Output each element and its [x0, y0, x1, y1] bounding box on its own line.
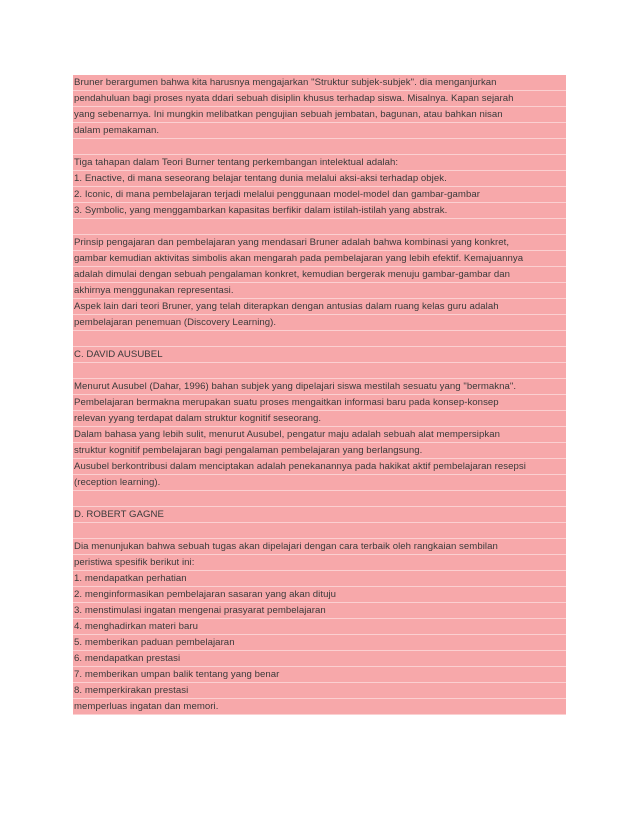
text-line: Ausubel berkontribusi dalam menciptakan adalah penekanannya pada hakikat aktif pembelajaran resepsi [73, 459, 566, 475]
text-line: dalam pemakaman. [73, 123, 566, 139]
text-line: Prinsip pengajaran dan pembelajaran yang mendasari Bruner adalah bahwa kombinasi yang konkret, [73, 235, 566, 251]
text-line: 6. mendapatkan prestasi [73, 651, 566, 667]
text-line: pendahuluan bagi proses nyata ddari sebuah disiplin khusus terhadap siswa. Misalnya. Kapan sejarah [73, 91, 566, 107]
text-line: akhirnya menggunakan representasi. [73, 283, 566, 299]
text-line: gambar kemudian aktivitas simbolis akan mengarah pada pembelajaran yang lebih efektif. Kemajuannya [73, 251, 566, 267]
highlighted-text-block [73, 75, 566, 715]
text-line: 2. menginformasikan pembelajaran sasaran yang akan dituju [73, 587, 566, 603]
text-line: Pembelajaran bermakna merupakan suatu proses mengaitkan informasi baru pada konsep-konsep [73, 395, 566, 411]
text-line: Bruner berargumen bahwa kita harusnya mengajarkan "Struktur subjek-subjek". dia menganjurkan [73, 75, 566, 91]
text-line: Dia menunjukan bahwa sebuah tugas akan dipelajari dengan cara terbaik oleh rangkaian sembilan [73, 539, 566, 555]
blank-line [73, 523, 566, 539]
text-line: peristiwa spesifik berikut ini: [73, 555, 566, 571]
blank-line [73, 331, 566, 347]
text-line: 4. menghadirkan materi baru [73, 619, 566, 635]
text-line: struktur kognitif pembelajaran bagi pengalaman pembelajaran yang berlangsung. [73, 443, 566, 459]
text-line: 3. menstimulasi ingatan mengenai prasyarat pembelajaran [73, 603, 566, 619]
blank-line [73, 139, 566, 155]
text-line: Tiga tahapan dalam Teori Burner tentang perkembangan intelektual adalah: [73, 155, 566, 171]
text-line: Dalam bahasa yang lebih sulit, menurut Ausubel, pengatur maju adalah sebuah alat mempersipkan [73, 427, 566, 443]
text-line: yang sebenarnya. Ini mungkin melibatkan pengujian sebuah jembatan, bagunan, atau bahkan nisan [73, 107, 566, 123]
text-line: 7. memberikan umpan balik tentang yang benar [73, 667, 566, 683]
text-line: pembelajaran penemuan (Discovery Learning). [73, 315, 566, 331]
text-line: 1. mendapatkan perhatian [73, 571, 566, 587]
text-line: memperluas ingatan dan memori. [73, 699, 566, 715]
text-line: adalah dimulai dengan sebuah pengalaman konkret, kemudian bergerak menuju gambar-gambar dan [73, 267, 566, 283]
text-line: (reception learning). [73, 475, 566, 491]
blank-line [73, 363, 566, 379]
text-line: 8. memperkirakan prestasi [73, 683, 566, 699]
blank-line [73, 219, 566, 235]
text-line: 3. Symbolic, yang menggambarkan kapasitas berfikir dalam istilah-istilah yang abstrak. [73, 203, 566, 219]
text-line: 2. Iconic, di mana pembelajaran terjadi melalui penggunaan model-model dan gambar-gambar [73, 187, 566, 203]
text-line: relevan yyang terdapat dalam struktur kognitif seseorang. [73, 411, 566, 427]
blank-line [73, 491, 566, 507]
text-line: Menurut Ausubel (Dahar, 1996) bahan subjek yang dipelajari siswa mestilah sesuatu yang "bermakna". [73, 379, 566, 395]
text-line: 1. Enactive, di mana seseorang belajar tentang dunia melalui aksi-aksi terhadap objek. [73, 171, 566, 187]
text-line: 5. memberikan paduan pembelajaran [73, 635, 566, 651]
text-line: D. ROBERT GAGNE [73, 507, 566, 523]
text-line: Aspek lain dari teori Bruner, yang telah diterapkan dengan antusias dalam ruang kelas guru adalah [73, 299, 566, 315]
text-line: C. DAVID AUSUBEL [73, 347, 566, 363]
